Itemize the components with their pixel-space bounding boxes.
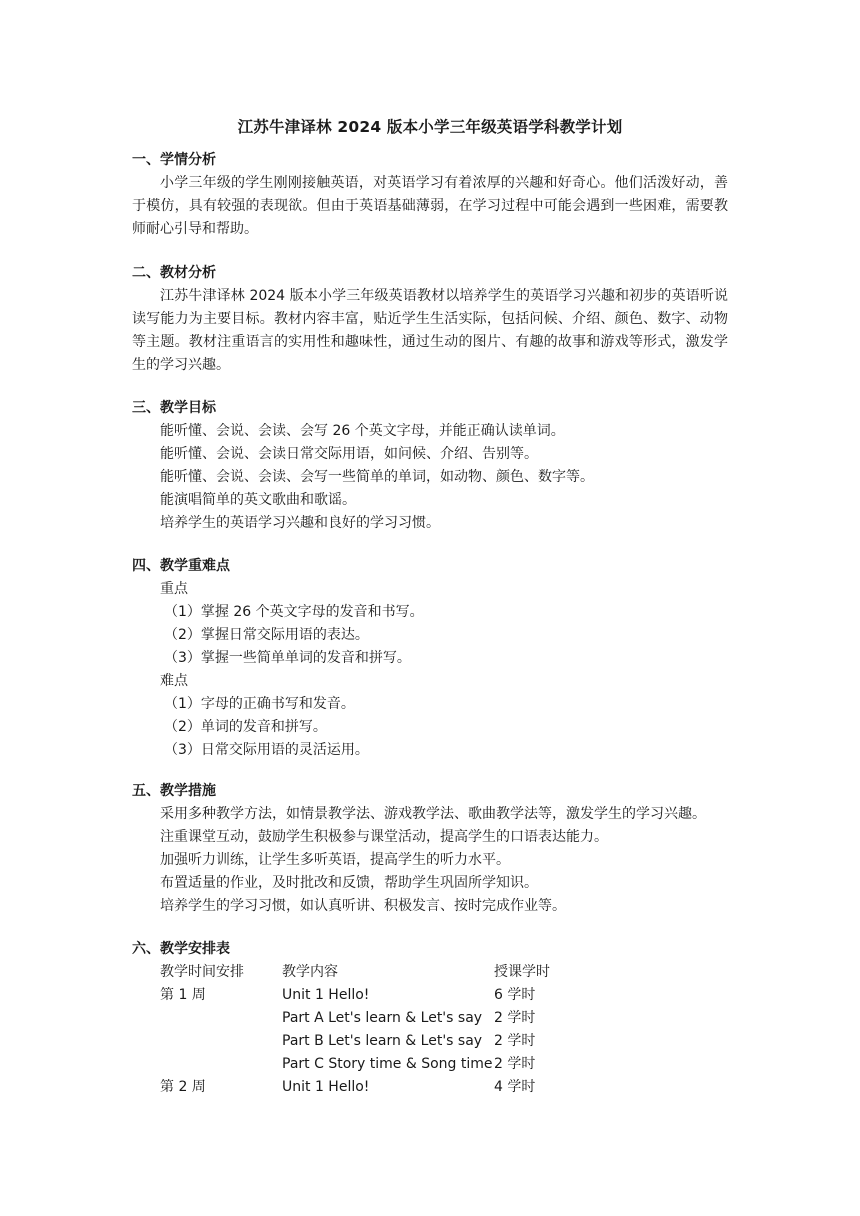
goal-item: 能听懂、会说、会读日常交际用语，如问候、介绍、告别等。 bbox=[160, 446, 538, 462]
cell-time: 第 2 周 bbox=[160, 1079, 206, 1095]
section-heading: 一、学情分析 bbox=[132, 152, 216, 168]
key-point-item: （3）掌握一些简单单词的发音和拼写。 bbox=[164, 650, 411, 666]
cell-hours: 6 学时 bbox=[494, 987, 536, 1003]
measure-item: 布置适量的作业，及时批改和反馈，帮助学生巩固所学知识。 bbox=[160, 875, 538, 891]
difficult-points-label: 难点 bbox=[160, 673, 188, 689]
table-row bbox=[132, 984, 732, 1007]
key-point-item: （2）掌握日常交际用语的表达。 bbox=[164, 627, 369, 643]
difficult-point-item: （2）单词的发音和拼写。 bbox=[164, 719, 327, 735]
table-row bbox=[132, 1007, 732, 1030]
cell-content: Part A Let's learn & Let's say bbox=[282, 1010, 483, 1026]
column-header-content: 教学内容 bbox=[282, 964, 338, 980]
table-row bbox=[132, 1076, 732, 1099]
cell-content: Unit 1 Hello! bbox=[282, 987, 370, 1003]
difficult-point-item: （3）日常交际用语的灵活运用。 bbox=[164, 742, 369, 758]
section-key-difficult-points bbox=[132, 555, 732, 762]
goal-item: 能听懂、会说、会读、会写 26 个英文字母，并能正确认读单词。 bbox=[160, 423, 565, 439]
goal-item: 能听懂、会说、会读、会写一些简单的单词，如动物、颜色、数字等。 bbox=[160, 469, 594, 485]
section-schedule-table bbox=[132, 938, 732, 1099]
section-teaching-goals bbox=[132, 397, 732, 535]
cell-hours: 2 学时 bbox=[494, 1056, 536, 1072]
section-paragraph: 江苏牛津译林 2024 版本小学三年级英语教材以培养学生的英语学习兴趣和初步的英语听说读写能力为主要目标。教材内容丰富，贴近学生生活实际，包括问候、介绍、颜色、数字、动物等主题。教材注重语言的实用性和趣味性，通过生动的图片、有趣的故事和游戏等形式，激发学生的学习兴趣。 bbox=[132, 288, 728, 373]
measure-item: 加强听力训练，让学生多听英语，提高学生的听力水平。 bbox=[160, 852, 510, 868]
cell-hours: 2 学时 bbox=[494, 1010, 536, 1026]
section-heading: 五、教学措施 bbox=[132, 783, 216, 799]
cell-time: 第 1 周 bbox=[160, 987, 206, 1003]
section-heading: 四、教学重难点 bbox=[132, 558, 230, 574]
cell-hours: 2 学时 bbox=[494, 1033, 536, 1049]
section-heading: 六、教学安排表 bbox=[132, 941, 230, 957]
column-header-hours: 授课学时 bbox=[494, 964, 550, 980]
table-row bbox=[132, 1030, 732, 1053]
cell-content: Part B Let's learn & Let's say bbox=[282, 1033, 483, 1049]
section-paragraph: 小学三年级的学生刚刚接触英语，对英语学习有着浓厚的兴趣和好奇心。他们活泼好动，善于模仿，具有较强的表现欲。但由于英语基础薄弱，在学习过程中可能会遇到一些困难，需要教师耐心引导和帮助。 bbox=[132, 175, 728, 237]
difficult-point-item: （1）字母的正确书写和发音。 bbox=[164, 696, 355, 712]
document-title: 江苏牛津译林 2024 版本小学三年级英语学科教学计划 bbox=[237, 118, 623, 136]
measure-item: 采用多种教学方法，如情景教学法、游戏教学法、歌曲教学法等，激发学生的学习兴趣。 bbox=[160, 806, 706, 822]
measure-item: 培养学生的学习习惯，如认真听讲、积极发言、按时完成作业等。 bbox=[160, 898, 566, 914]
column-header-time: 教学时间安排 bbox=[160, 964, 244, 980]
cell-hours: 4 学时 bbox=[494, 1079, 536, 1095]
section-heading: 三、教学目标 bbox=[132, 400, 216, 416]
section-student-analysis bbox=[132, 149, 732, 241]
measure-item: 注重课堂互动，鼓励学生积极参与课堂活动，提高学生的口语表达能力。 bbox=[160, 829, 608, 845]
section-teaching-measures bbox=[132, 780, 732, 918]
table-row bbox=[132, 1053, 732, 1076]
goal-item: 能演唱简单的英文歌曲和歌谣。 bbox=[160, 492, 356, 508]
cell-content: Part C Story time & Song time bbox=[282, 1056, 493, 1072]
section-heading: 二、教材分析 bbox=[132, 265, 216, 281]
section-textbook-analysis bbox=[132, 262, 732, 377]
key-points-label: 重点 bbox=[160, 581, 188, 597]
key-point-item: （1）掌握 26 个英文字母的发音和书写。 bbox=[164, 604, 424, 620]
cell-content: Unit 1 Hello! bbox=[282, 1079, 370, 1095]
goal-item: 培养学生的英语学习兴趣和良好的学习习惯。 bbox=[160, 515, 440, 531]
table-header-row bbox=[132, 961, 732, 984]
